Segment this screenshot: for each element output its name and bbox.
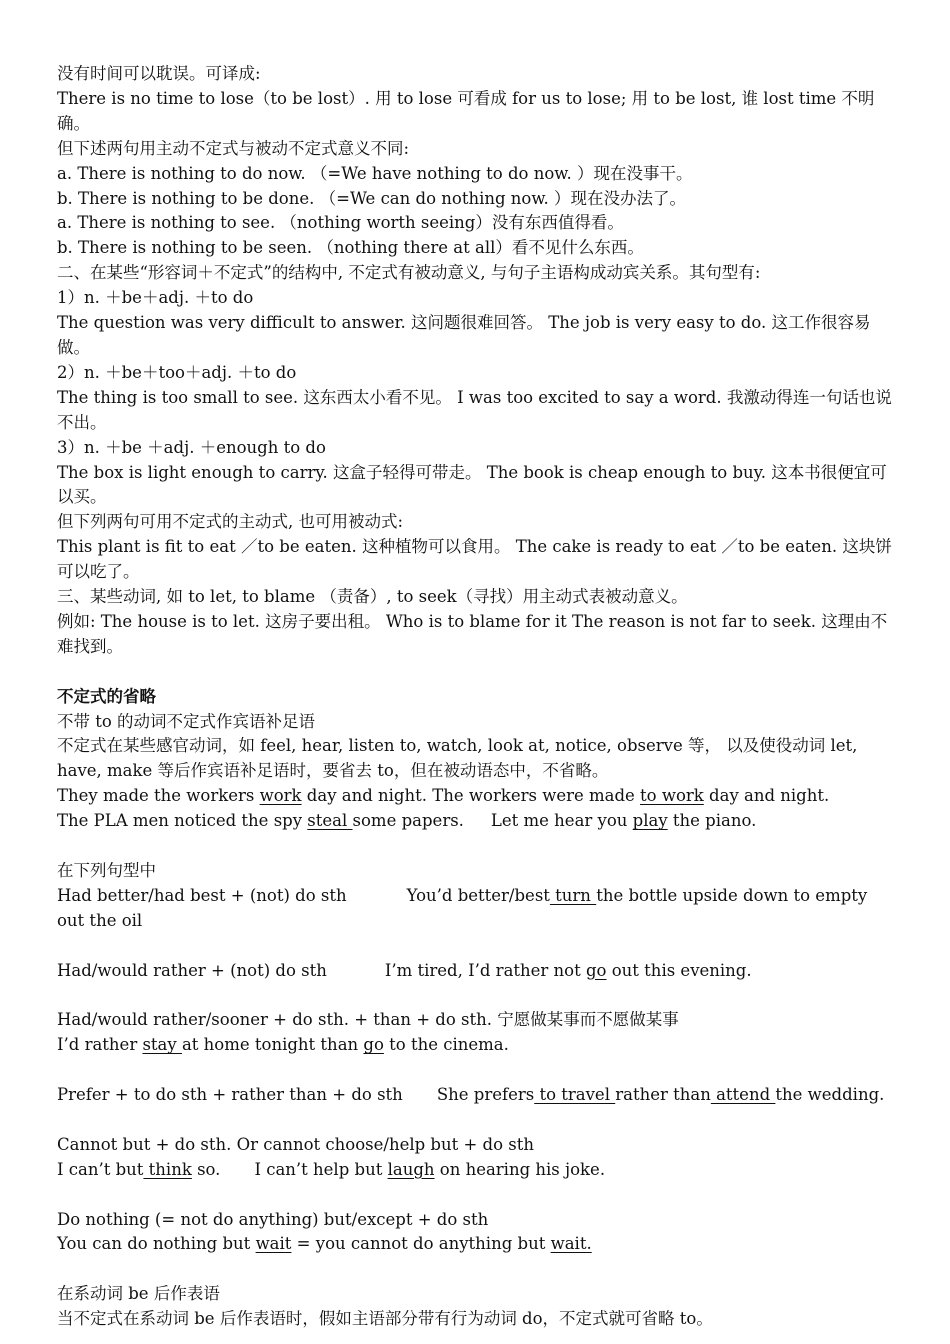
underlined-verb: wait. <box>550 1234 592 1254</box>
example-text: rather than <box>615 1085 711 1105</box>
blank-line <box>57 660 895 685</box>
text-line: 三、某些动词, 如 to let, to blame （责备）, to seek（寻找）用主动式表被动意义。 <box>57 587 688 607</box>
example-line <box>57 1158 895 1183</box>
section-heading: 不定式的省略 <box>57 686 156 706</box>
example-text: some papers. <box>352 811 464 831</box>
underlined-verb: play <box>632 811 668 831</box>
pattern-line <box>57 884 895 934</box>
example-text: You’d better/best <box>406 885 550 905</box>
example-text: out this evening. <box>606 960 752 980</box>
pattern-formula: Prefer + to do sth + rather than + do sth <box>57 1085 403 1105</box>
underlined-verb: wait <box>255 1234 292 1254</box>
blank-line <box>57 1257 895 1282</box>
text-line: 二、在某些“形容词＋不定式”的结构中, 不定式有被动意义, 与句子主语构成动宾关系。其句型有: <box>57 263 761 283</box>
example-text: day and night. The workers were made <box>301 786 641 806</box>
example-text: on hearing his joke. <box>434 1159 606 1179</box>
blank-line <box>57 1183 895 1208</box>
example-line <box>57 784 895 809</box>
underlined-verb: go <box>586 960 607 980</box>
example-text: the wedding. <box>775 1085 885 1105</box>
example-text: I’d rather <box>57 1035 143 1055</box>
text-line: 3）n. ＋be ＋adj. ＋enough to do <box>57 437 326 457</box>
example-text: at home tonight than <box>181 1035 364 1055</box>
text-line: 但下列两句可用不定式的主动式, 也可用被动式: <box>57 512 404 532</box>
example-text: I’m tired, I’d rather not <box>384 960 586 980</box>
example-text: I can’t help but <box>254 1159 388 1179</box>
text-line: b. There is nothing to be done. （=We can do nothing now. ）现在没办法了。 <box>57 188 687 208</box>
text-line: a. There is nothing to see. （nothing worth seeing）没有东西值得看。 <box>57 213 624 233</box>
text-line: b. There is nothing to be seen. （nothing there at all）看不见什么东西。 <box>57 238 644 258</box>
blank-line <box>57 1058 895 1083</box>
example-text: They made the workers <box>57 786 260 806</box>
underlined-verb: steal <box>307 811 353 831</box>
example-line <box>57 1033 895 1058</box>
example-text: day and night. <box>703 786 830 806</box>
example-text: the bottle upside down to empty out the oil <box>57 885 868 930</box>
underlined-verb: stay <box>142 1035 182 1055</box>
pattern-line <box>57 1083 895 1108</box>
underlined-verb: attend <box>710 1085 776 1105</box>
blank-line <box>57 1108 895 1133</box>
pattern-formula: Do nothing (= not do anything) but/except + do sth <box>57 1209 489 1229</box>
example-text: to the cinema. <box>383 1035 509 1055</box>
text-line: 2）n. ＋be＋too＋adj. ＋to do <box>57 362 297 382</box>
example-text: so. <box>191 1159 221 1179</box>
linking-text: 当不定式在系动词 be 后作表语时，假如主语部分带有行为动词 do，不定式就可省略 to。 <box>57 1309 713 1329</box>
text-line: The thing is too small to see. 这东西太小看不见。 I was too excited to say a word. 我激动得连一句话也说不出。 <box>57 387 892 432</box>
text-line: 1）n. ＋be＋adj. ＋to do <box>57 288 254 308</box>
pattern-formula: Had/would rather/sooner + do sth. + than + do sth. 宁愿做某事而不愿做某事 <box>57 1010 679 1030</box>
blank-line <box>57 934 895 959</box>
pattern-formula: Had/would rather + (not) do sth <box>57 960 327 980</box>
patterns-title: 在下列句型中 <box>57 860 156 880</box>
underlined-verb: laugh <box>387 1159 435 1179</box>
blank-line <box>57 983 895 1008</box>
text-line: This plant is fit to eat ／to be eaten. 这种植物可以食用。 The cake is ready to eat ／to be eaten. 这块饼可以吃了。 <box>57 537 892 582</box>
text-line: 例如: The house is to let. 这房子要出租。 Who is to blame for it The reason is not far to seek. 这理由不难找到。 <box>57 611 888 656</box>
example-text: The PLA men noticed the spy <box>57 811 308 831</box>
pattern-formula: Cannot but + do sth. Or cannot choose/help but + do sth <box>57 1134 535 1154</box>
example-line <box>57 1232 895 1257</box>
pattern-formula: Had better/had best + (not) do sth <box>57 885 347 905</box>
linking-title: 在系动词 be 后作表语 <box>57 1284 220 1304</box>
example-text: the piano. <box>667 811 757 831</box>
text-line: 没有时间可以耽误。可译成: <box>57 64 261 83</box>
blank-line <box>57 834 895 859</box>
text-line: 但下述两句用主动不定式与被动不定式意义不同: <box>57 138 410 158</box>
underlined-verb: to work <box>640 786 704 806</box>
section-subtitle: 不带 to 的动词不定式作宾语补足语 <box>57 711 316 731</box>
example-line <box>57 809 895 834</box>
example-text: She prefers <box>436 1085 535 1105</box>
text-line: There is no time to lose（to be lost）. 用 to lose 可看成 for us to lose; 用 to be lost, 谁 lost time 不明确。 <box>57 88 875 133</box>
section-intro: 不定式在某些感官动词，如 feel, hear, listen to, watch, look at, notice, observe 等， 以及使役动词 let, have, make 等后作宾语补足语时，要省去 to，但在被动语态中，不省略。 <box>57 736 858 781</box>
underlined-verb: go <box>363 1035 384 1055</box>
text-line: The box is light enough to carry. 这盒子轻得可带走。 The book is cheap enough to buy. 这本书很便宜可以买。 <box>57 462 887 507</box>
example-text: I can’t but <box>57 1159 144 1179</box>
document-body <box>57 62 895 1332</box>
underlined-verb: turn <box>549 885 597 905</box>
underlined-verb: to travel <box>534 1085 616 1105</box>
example-text: Let me hear you <box>490 811 633 831</box>
pattern-line <box>57 959 895 984</box>
text-line: a. There is nothing to do now. （=We have nothing to do now. ）现在没事干。 <box>57 163 693 183</box>
example-text: You can do nothing but <box>57 1234 256 1254</box>
underlined-verb: think <box>143 1159 192 1179</box>
underlined-verb: work <box>259 786 302 806</box>
example-text: = you cannot do anything but <box>291 1234 551 1254</box>
text-line: The question was very difficult to answer. 这问题很难回答。 The job is very easy to do. 这工作很容易做。 <box>57 313 871 357</box>
